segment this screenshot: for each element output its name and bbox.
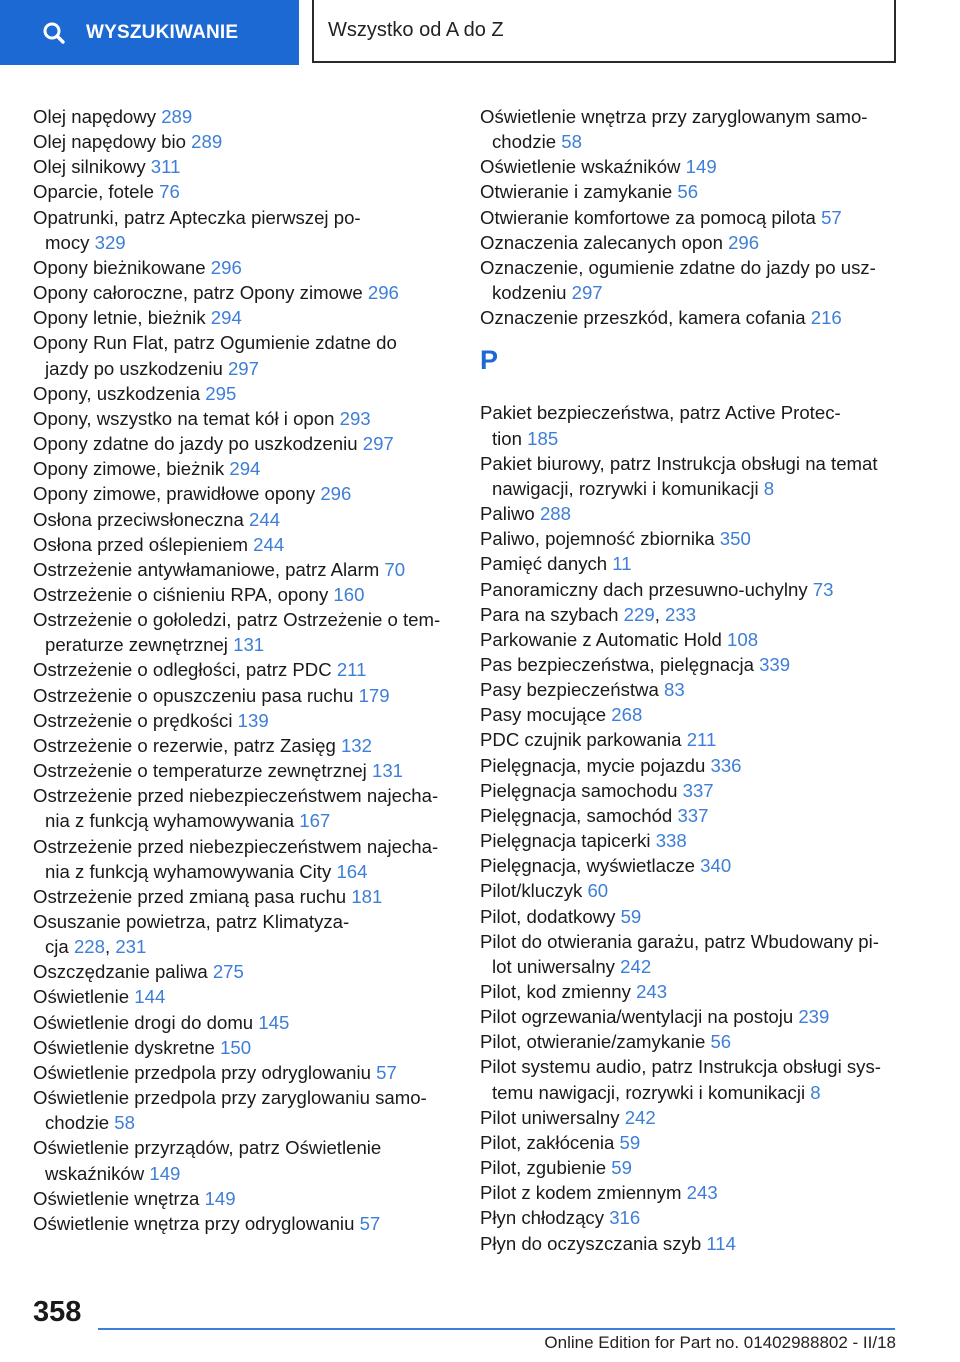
entry-text: Pakiet biurowy, patrz Instrukcja obsługi na temat xyxy=(480,452,878,474)
entry-text: Pilot ogrzewania/wentylacji na postoju xyxy=(480,1006,794,1028)
page-link[interactable]: 185 xyxy=(527,427,559,449)
entry-text-continued: lot uniwersalny xyxy=(492,955,615,977)
index-entry xyxy=(33,381,453,406)
entry-text: Opatrunki, patrz Apteczka pierwszej po- xyxy=(33,206,361,228)
index-entry xyxy=(480,154,900,179)
index-entry xyxy=(33,255,453,280)
entry-text: Oszczędzanie paliwa xyxy=(33,961,208,983)
page-link[interactable]: 59 xyxy=(620,905,642,927)
index-entry: Osuszanie powietrza, patrz Klimatyza- cja 228, 231 xyxy=(33,911,350,958)
entry-text: Opony zimowe, bieżnik xyxy=(33,458,225,480)
entry-text: Pasy mocujące xyxy=(480,704,607,726)
entry-text: Para na szybach xyxy=(480,603,619,625)
index-entry xyxy=(480,501,900,526)
entry-text: Ostrzeżenie antywłamaniowe, patrz Alarm xyxy=(33,558,380,580)
index-entry xyxy=(480,627,900,652)
entry-text: Oświetlenie drogi do domu xyxy=(33,1011,254,1033)
entry-text-continued: wskaźników xyxy=(45,1162,145,1184)
entry-text: Ostrzeżenie przed zmianą pasa ruchu xyxy=(33,885,347,907)
index-entry xyxy=(480,904,900,929)
entry-text: Olej silnikowy xyxy=(33,156,146,178)
page-link[interactable]: 340 xyxy=(700,855,732,877)
index-entry xyxy=(33,959,453,984)
index-entry xyxy=(480,677,900,702)
index-entry xyxy=(33,834,453,884)
index-entry xyxy=(33,607,453,657)
entry-text: Pielęgnacja, samochód xyxy=(480,804,673,826)
entry-text: Pilot, zakłócenia xyxy=(480,1131,615,1153)
entry-text: Płyn do oczyszczania szyb xyxy=(480,1232,702,1254)
index-entry xyxy=(480,878,900,903)
index-entry xyxy=(480,652,900,677)
page-link[interactable]: 295 xyxy=(205,382,237,404)
entry-text: Otwieranie i zamykanie xyxy=(480,181,673,203)
entry-text: Pielęgnacja, mycie pojazdu xyxy=(480,754,706,776)
entry-text: Pasy bezpieczeństwa xyxy=(480,679,659,701)
index-entry xyxy=(480,702,900,727)
page-link[interactable]: 233 xyxy=(665,603,697,625)
page-link[interactable]: 76 xyxy=(159,181,180,203)
entry-text: Pamięć danych xyxy=(480,553,608,575)
index-entry xyxy=(33,1211,453,1236)
entry-text: Paliwo, pojemność zbiornika xyxy=(480,528,715,550)
page-link[interactable]: 293 xyxy=(339,407,371,429)
index-entry xyxy=(33,104,453,129)
search-label: WYSZUKIWANIE xyxy=(86,21,239,43)
index-entry xyxy=(33,657,453,682)
index-entry xyxy=(480,1205,900,1230)
index-entry xyxy=(33,733,453,758)
index-group-p xyxy=(480,400,900,1255)
page-link[interactable]: 57 xyxy=(376,1061,397,1083)
entry-text: Parkowanie z Automatic Hold xyxy=(480,628,722,650)
entry-text: Ostrzeżenie o gołoledzi, patrz Ostrzeżenie o tem- xyxy=(33,609,441,631)
entry-text-continued: nawigacji, rozrywki i komunikacji xyxy=(492,477,759,499)
entry-text: Oświetlenie dyskretne xyxy=(33,1036,215,1058)
index-entry xyxy=(33,984,453,1009)
page-link[interactable]: 59 xyxy=(611,1157,632,1179)
index-entry xyxy=(33,708,453,733)
section-letter: P xyxy=(480,345,499,376)
index-entry xyxy=(33,406,453,431)
entry-text: Opony, wszystko na temat kół i opon xyxy=(33,407,335,429)
page-link[interactable]: 70 xyxy=(384,558,406,580)
page-link[interactable]: 228 xyxy=(73,936,105,958)
page-link[interactable]: 160 xyxy=(333,583,365,605)
page-link[interactable]: 57 xyxy=(821,206,842,228)
index-entry xyxy=(480,526,900,551)
index-entry xyxy=(33,179,453,204)
entry-text: Oświetlenie wnętrza xyxy=(33,1187,200,1209)
index-entry xyxy=(33,758,453,783)
index-column-left xyxy=(33,104,453,1236)
page-link[interactable]: 294 xyxy=(229,458,261,480)
entry-text: Opony całoroczne, patrz Opony zimowe xyxy=(33,282,363,304)
entry-text: Oznaczenie przeszkód, kamera cofania xyxy=(480,307,806,329)
index-entry xyxy=(480,1155,900,1180)
index-entry xyxy=(33,280,453,305)
page-link[interactable]: 144 xyxy=(134,986,166,1008)
entry-text: Opony zimowe, prawidłowe opony xyxy=(33,483,316,505)
entry-text-continued: chodzie xyxy=(45,1112,110,1134)
index-entry xyxy=(33,1085,453,1135)
entry-text: Pilot, dodatkowy xyxy=(480,905,616,927)
entry-text: Opony Run Flat, patrz Ogumienie zdatne do xyxy=(33,332,397,354)
page-link[interactable]: 242 xyxy=(624,1106,656,1128)
page-link[interactable]: 288 xyxy=(539,503,571,525)
entry-text: Pakiet bezpieczeństwa, patrz Active Protec- xyxy=(480,402,841,424)
entry-text: Oświetlenie przyrządów, patrz Oświetlenie xyxy=(33,1137,382,1159)
page-link[interactable]: 297 xyxy=(227,357,259,379)
entry-text: Pilot z kodem zmiennym xyxy=(480,1182,682,1204)
entry-text: Ostrzeżenie o prędkości xyxy=(33,709,233,731)
index-entry xyxy=(33,507,453,532)
page-link[interactable]: 229 xyxy=(623,603,655,625)
index-entry xyxy=(33,1060,453,1085)
page-link[interactable]: 150 xyxy=(220,1036,252,1058)
page-link[interactable]: 244 xyxy=(249,508,281,530)
entry-text: Pilot, otwieranie/zamykanie xyxy=(480,1031,706,1053)
index-entry xyxy=(480,551,900,576)
entry-text: Ostrzeżenie przed niebezpieczeństwem najecha- xyxy=(33,835,439,857)
index-entry xyxy=(480,305,900,330)
entry-text: Ostrzeżenie o opuszczeniu pasa ruchu xyxy=(33,684,354,706)
entry-text: Oświetlenie wnętrza przy zaryglowanym samo- xyxy=(480,106,868,127)
entry-text: Opony, uszkodzenia xyxy=(33,382,201,404)
index-entry xyxy=(480,853,900,878)
index-entry xyxy=(480,828,900,853)
page-link[interactable]: 337 xyxy=(682,779,714,801)
footer-divider xyxy=(98,1328,895,1330)
index-entry xyxy=(480,929,900,979)
page-link[interactable]: 231 xyxy=(115,936,147,958)
index-entry xyxy=(33,1186,453,1211)
index-entry xyxy=(33,884,453,909)
index-entry xyxy=(480,1054,900,1104)
page-link[interactable]: 337 xyxy=(677,804,709,826)
page-link[interactable]: 149 xyxy=(149,1162,181,1184)
entry-text: Olej napędowy bio xyxy=(33,131,186,153)
entry-text-continued: chodzie xyxy=(492,131,557,153)
entry-text: Ostrzeżenie o temperaturze zewnętrznej xyxy=(33,760,367,782)
index-entry xyxy=(33,582,453,607)
entry-text-continued: nia z funkcją wyhamowywania City xyxy=(45,860,332,882)
entry-text: Pilot do otwierania garażu, patrz Wbudowany pi- xyxy=(480,930,879,952)
entry-text: Oświetlenie wskaźników xyxy=(480,156,681,178)
page-link[interactable]: 149 xyxy=(204,1187,236,1209)
page-link[interactable]: 329 xyxy=(94,231,126,253)
page-link[interactable]: 8 xyxy=(763,477,775,499)
entry-text: Ostrzeżenie o ciśnieniu RPA, opony xyxy=(33,583,329,605)
page-link[interactable]: 296 xyxy=(320,483,352,505)
entry-text: Paliwo xyxy=(480,503,535,525)
entry-text-continued: jazdy po uszkodzeniu xyxy=(45,357,223,379)
page-link[interactable]: 58 xyxy=(561,131,582,153)
entry-text: Oznaczenia zalecanych opon xyxy=(480,231,723,253)
index-entry xyxy=(33,305,453,330)
entry-text: Opony bieżnikowane xyxy=(33,256,206,278)
index-entry xyxy=(33,330,453,380)
entry-text: Płyn chłodzący xyxy=(480,1207,605,1229)
entry-text: Pielęgnacja, wyświetlacze xyxy=(480,855,695,877)
index-group-o xyxy=(480,104,900,330)
page-link[interactable]: 59 xyxy=(619,1131,641,1153)
index-entry xyxy=(33,456,453,481)
index-entry xyxy=(480,205,900,230)
index-entry xyxy=(33,129,453,154)
page-link[interactable]: 164 xyxy=(336,860,368,882)
page-link[interactable]: 108 xyxy=(727,628,759,650)
page-link[interactable]: 336 xyxy=(710,754,742,776)
page-link[interactable]: 56 xyxy=(677,181,699,203)
page-link[interactable]: 339 xyxy=(759,653,791,675)
entry-text: Osłona przed oślepieniem xyxy=(33,533,248,555)
entry-text-continued: cja xyxy=(45,936,69,958)
index-entry xyxy=(480,104,900,154)
entry-text: Pilot systemu audio, patrz Instrukcja obsługi sys- xyxy=(480,1056,881,1078)
index-entry xyxy=(33,481,453,506)
entry-text: Oświetlenie przedpola przy odryglowaniu xyxy=(33,1061,371,1083)
page-link[interactable]: 179 xyxy=(358,684,390,706)
page-link[interactable]: 131 xyxy=(371,760,404,782)
page-link[interactable]: 268 xyxy=(611,704,643,726)
page-link[interactable]: 243 xyxy=(686,1182,718,1204)
entry-text: PDC czujnik parkowania xyxy=(480,729,682,751)
page-link[interactable]: 350 xyxy=(719,528,751,550)
index-entry xyxy=(480,255,900,305)
page-link[interactable]: 181 xyxy=(351,885,383,907)
index-entry xyxy=(480,1180,900,1205)
page-link[interactable]: 289 xyxy=(191,131,223,153)
entry-text: Pas bezpieczeństwa, pielęgnacja xyxy=(480,653,754,675)
page-link[interactable]: 216 xyxy=(810,307,842,329)
footer-edition: Online Edition for Part no. 01402988802 - II/18 xyxy=(544,1333,896,1352)
entry-text: Otwieranie komfortowe za pomocą pilota xyxy=(480,206,816,228)
header xyxy=(0,0,896,65)
entry-text: Pielęgnacja samochodu xyxy=(480,779,678,801)
index-entry xyxy=(480,577,900,602)
page-number: 358 xyxy=(33,1296,82,1328)
entry-text: Pielęgnacja tapicerki xyxy=(480,830,651,852)
index-entry xyxy=(33,431,453,456)
page-link[interactable]: 297 xyxy=(362,433,394,455)
page-link[interactable]: 338 xyxy=(655,830,687,852)
page-link[interactable]: 83 xyxy=(663,679,685,701)
entry-text: Oparcie, fotele xyxy=(33,181,154,203)
page-link[interactable]: 244 xyxy=(253,533,285,555)
entry-text-continued: temu nawigacji, rozrywki i komunikacji xyxy=(492,1081,806,1103)
index-entry xyxy=(480,1029,900,1054)
page-link[interactable]: 316 xyxy=(609,1207,641,1229)
entry-text: Pilot uniwersalny xyxy=(480,1106,620,1128)
page-link[interactable]: 296 xyxy=(367,282,399,304)
search-icon xyxy=(42,21,66,45)
page-link[interactable]: 243 xyxy=(636,981,668,1002)
page-link[interactable]: 56 xyxy=(710,1031,732,1053)
entry-text: Oświetlenie przedpola przy zaryglowaniu samo- xyxy=(33,1087,427,1109)
entry-text-continued: peraturze zewnętrznej xyxy=(45,634,228,656)
index-entry: Para na szybach 229, 233 xyxy=(480,603,697,625)
entry-text: Ostrzeżenie o odległości, patrz PDC xyxy=(33,659,332,681)
index-entry xyxy=(480,1130,900,1155)
index-entry xyxy=(33,683,453,708)
index-entry xyxy=(480,753,900,778)
entry-text: Pilot, kod zmienny xyxy=(480,981,631,1002)
page-link[interactable]: 139 xyxy=(237,709,269,731)
page-link[interactable]: 289 xyxy=(161,106,193,127)
index-entry xyxy=(480,1105,900,1130)
entry-text-continued: tion xyxy=(492,427,522,449)
page-link[interactable]: 8 xyxy=(810,1081,821,1103)
index-entry xyxy=(480,727,900,752)
page-link[interactable]: 211 xyxy=(336,659,367,681)
index-entry xyxy=(480,803,900,828)
entry-text: Ostrzeżenie przed niebezpieczeństwem najecha- xyxy=(33,785,439,807)
index-entry xyxy=(480,451,900,501)
page-link[interactable]: 145 xyxy=(258,1011,290,1033)
page-link[interactable]: 57 xyxy=(359,1212,381,1234)
entry-text: Pilot, zgubienie xyxy=(480,1157,607,1179)
index-entry xyxy=(480,778,900,803)
section-title: Wszystko od A do Z xyxy=(328,19,504,41)
entry-text: Opony letnie, bieżnik xyxy=(33,307,206,329)
page-link[interactable]: 297 xyxy=(571,282,603,304)
page-link[interactable]: 239 xyxy=(798,1006,830,1028)
index-entry xyxy=(480,1004,900,1029)
index-entry xyxy=(33,154,453,179)
index-entry xyxy=(480,179,900,204)
page-link[interactable]: 167 xyxy=(299,810,331,832)
entry-text: Oświetlenie wnętrza przy odryglowaniu xyxy=(33,1212,355,1234)
index-entry xyxy=(33,205,453,255)
index-entry xyxy=(33,532,453,557)
index-entry xyxy=(480,979,900,1004)
entry-text: Panoramiczny dach przesuwno-uchylny xyxy=(480,578,808,600)
entry-text: Oświetlenie xyxy=(33,986,130,1008)
page-link[interactable]: 149 xyxy=(685,156,717,178)
page-link[interactable]: 60 xyxy=(587,880,609,902)
index-entry xyxy=(33,1010,453,1035)
index-entry xyxy=(480,1231,900,1256)
page-link[interactable]: 275 xyxy=(212,961,244,983)
page-link[interactable]: 132 xyxy=(340,734,372,756)
index-entry xyxy=(33,783,453,833)
page-link[interactable]: 131 xyxy=(233,634,265,656)
index-entry xyxy=(33,1135,453,1185)
index-entry xyxy=(480,400,900,450)
page-link[interactable]: 11 xyxy=(612,553,632,575)
page-link[interactable]: 58 xyxy=(114,1112,135,1134)
page-link[interactable]: 294 xyxy=(210,307,242,329)
entry-text: Opony zdatne do jazdy po uszkodzeniu xyxy=(33,433,358,455)
entry-text: Olej napędowy xyxy=(33,106,157,127)
page-link[interactable]: 242 xyxy=(620,955,652,977)
page-link[interactable]: 296 xyxy=(210,256,242,278)
entry-text: Oznaczenie, ogumienie zdatne do jazdy po usz- xyxy=(480,256,876,278)
entry-text-continued: kodzeniu xyxy=(492,282,567,304)
entry-text: Ostrzeżenie o rezerwie, patrz Zasięg xyxy=(33,734,336,756)
entry-text: Pilot/kluczyk xyxy=(480,880,583,902)
page-link[interactable]: 296 xyxy=(728,231,760,253)
index-entry xyxy=(33,557,453,582)
page-link[interactable]: 73 xyxy=(812,578,834,600)
index-entry xyxy=(480,230,900,255)
index-column-right xyxy=(480,104,900,1256)
entry-text: Osuszanie powietrza, patrz Klimatyza- xyxy=(33,911,350,932)
page-link[interactable]: 311 xyxy=(150,156,181,178)
entry-text-continued: nia z funkcją wyhamowywania xyxy=(45,810,295,832)
page-link[interactable]: 114 xyxy=(706,1232,736,1254)
search-tab-button[interactable] xyxy=(0,0,299,65)
section-title-tab[interactable] xyxy=(312,0,896,63)
index-entry xyxy=(33,1035,453,1060)
entry-text-continued: mocy xyxy=(45,231,90,253)
entry-text: Osłona przeciwsłoneczna xyxy=(33,508,244,530)
page-link[interactable]: 211 xyxy=(686,729,717,751)
